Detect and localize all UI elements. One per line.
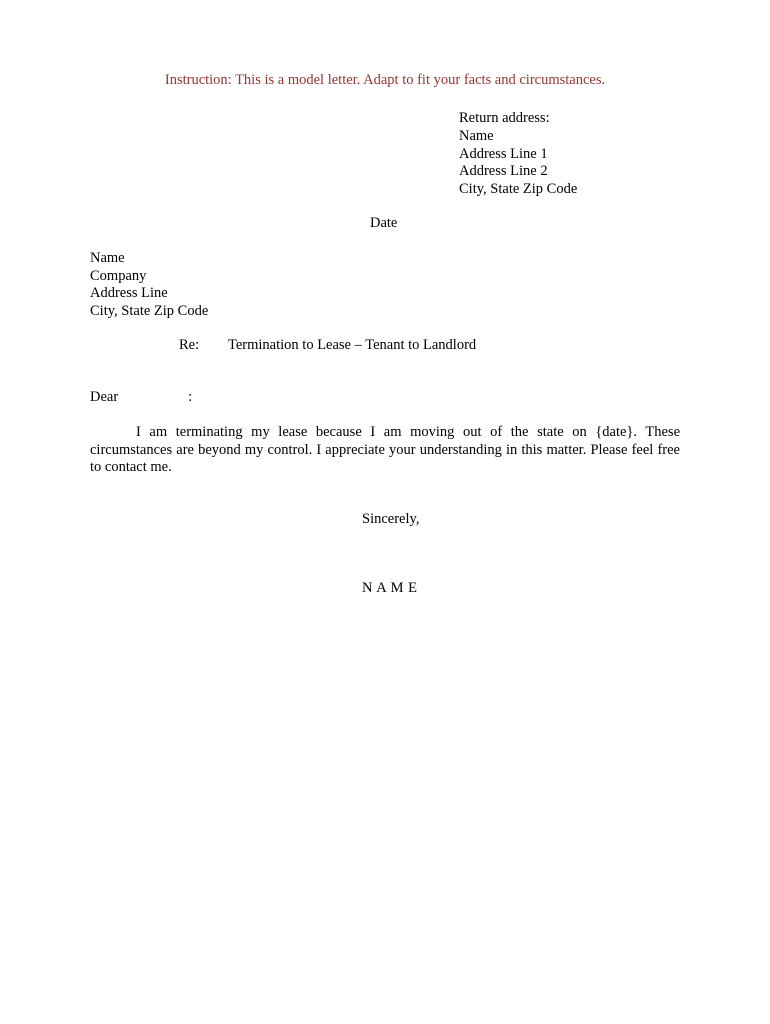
return-address-line-4: City, State Zip Code [459, 181, 578, 198]
signature-name: N A M E [362, 580, 418, 596]
date-line: Date [370, 215, 398, 231]
salutation-greeting: Dear [90, 389, 119, 405]
subject-text: Termination to Lease – Tenant to Landlord [228, 337, 477, 353]
recipient-line-1: Name [90, 250, 125, 266]
body-paragraph: I am terminating my lease because I am moving out of the state on {date}. These circumstances are beyond my control. I appreciate your understanding in this matter. Please feel free to contact me. [90, 424, 680, 475]
return-address-line-2: Address Line 1 [459, 145, 548, 162]
return-address-line-3: Address Line 2 [459, 163, 548, 180]
salutation-line [90, 389, 192, 406]
return-address-block [459, 110, 577, 199]
recipient-line-4: City, State Zip Code [90, 302, 209, 319]
recipient-line-3: Address Line [90, 285, 168, 301]
return-address-line-1: Name [459, 127, 494, 144]
recipient-line-2: Company [90, 267, 147, 284]
subject-line [179, 337, 476, 354]
recipient-address-block [90, 250, 208, 320]
salutation-punctuation: : [188, 389, 193, 405]
instruction-note: Instruction: This is a model letter. Adapt to fit your facts and circumstances. [164, 72, 606, 88]
return-address-heading: Return address: [459, 110, 550, 126]
closing-line: Sincerely, [362, 511, 420, 527]
subject-label: Re: [179, 337, 200, 353]
